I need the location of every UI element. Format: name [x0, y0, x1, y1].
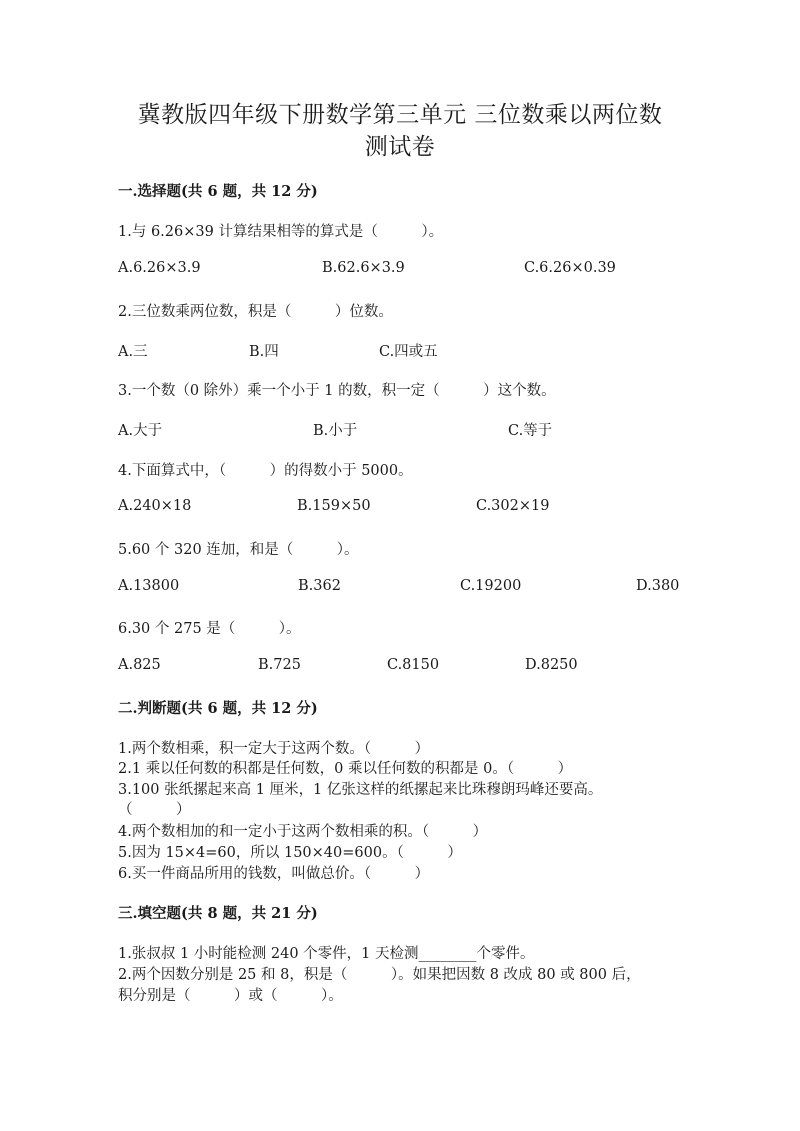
question-option: A.大于 [118, 423, 163, 439]
judgement-item: 5.因为 15×4=60，所以 150×40=600。（ ） [118, 845, 462, 861]
section-heading-fill-blank: 三.填空题(共 8 题，共 21 分) [118, 905, 318, 922]
question-option: D.380 [636, 578, 680, 594]
question-option: B.小于 [313, 423, 358, 439]
fill-blank-item: 1.张叔叔 1 小时能检测 240 个零件，1 天检测________个零件。 [118, 946, 535, 962]
question-option: C.6.26×0.39 [524, 260, 616, 276]
judgement-item: 2.1 乘以任何数的积都是任何数，0 乘以任何数的积都是 0。（ ） [118, 761, 573, 777]
question-option: D.8250 [525, 657, 578, 673]
question-stem: 6.30 个 275 是（ ）。 [118, 621, 301, 637]
question-stem: 4.下面算式中，（ ）的得数小于 5000。 [118, 463, 413, 479]
fill-blank-item: 积分别是（ ）或（ ）。 [118, 988, 343, 1004]
question-stem: 1.与 6.26×39 计算结果相等的算式是（ ）。 [118, 224, 444, 240]
question-option: C.302×19 [476, 498, 550, 514]
judgement-item: 4.两个数相加的和一定小于这两个数相乘的积。（ ） [118, 824, 488, 840]
question-option: C.19200 [460, 578, 522, 594]
question-option: B.725 [258, 657, 301, 673]
question-option: B.62.6×3.9 [322, 260, 405, 276]
question-option: A.6.26×3.9 [118, 260, 201, 276]
judgement-item: 1.两个数相乘，积一定大于这两个数。（ ） [118, 741, 430, 757]
question-option: A.240×18 [118, 498, 192, 514]
question-option: C.等于 [508, 423, 553, 439]
question-stem: 2.三位数乘两位数，积是（ ）位数。 [118, 304, 393, 320]
question-option: A.13800 [118, 578, 180, 594]
question-option: C.8150 [387, 657, 440, 673]
judgement-item: 3.100 张纸摞起来高 1 厘米，1 亿张这样的纸摞起来比珠穆朗玛峰还要高。 [118, 782, 603, 798]
exam-title-line2: 测试卷 [364, 134, 436, 160]
judgement-item: 6.买一件商品所用的钱数，叫做总价。（ ） [118, 866, 430, 882]
exam-title-line1: 冀教版四年级下册数学第三单元 三位数乘以两位数 [137, 102, 663, 128]
question-stem: 3.一个数（0 除外）乘一个小于 1 的数，积一定（ ）这个数。 [118, 383, 556, 399]
question-option: B.362 [298, 578, 341, 594]
question-option: A.825 [118, 657, 161, 673]
question-option: C.四或五 [379, 344, 438, 360]
question-option: B.四 [249, 344, 279, 360]
question-option: A.三 [118, 344, 148, 360]
section-heading-judgement: 二.判断题(共 6 题，共 12 分) [118, 700, 318, 717]
judgement-item: （ ） [118, 802, 191, 818]
question-stem: 5.60 个 320 连加，和是（ ）。 [118, 542, 359, 558]
section-heading-choice: 一.选择题(共 6 题，共 12 分) [118, 183, 318, 200]
fill-blank-item: 2.两个因数分别是 25 和 8，积是（ ）。如果把因数 8 改成 80 或 800 后， [118, 967, 641, 983]
question-option: B.159×50 [297, 498, 371, 514]
